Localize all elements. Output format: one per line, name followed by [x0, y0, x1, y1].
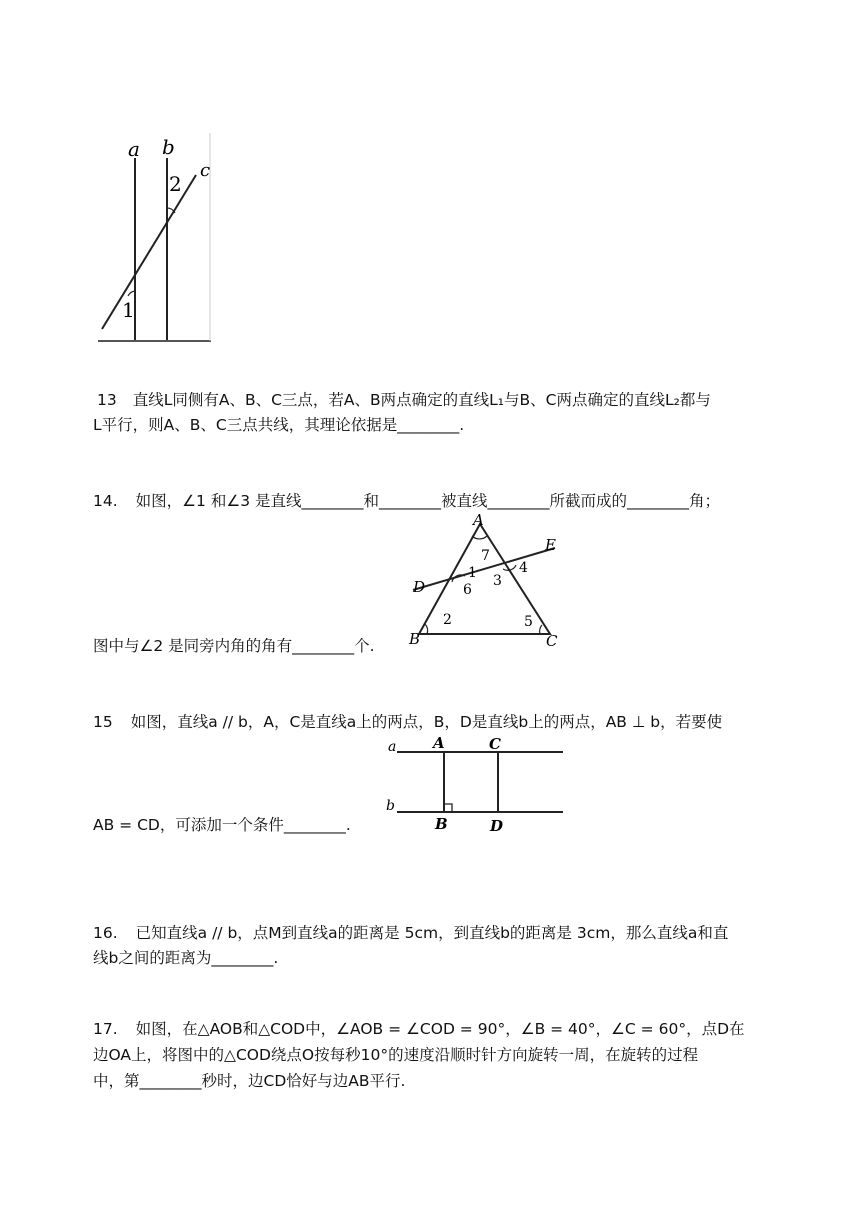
angle-2-label: 2 — [443, 612, 452, 628]
parallel-lines-ab-figure — [383, 733, 568, 833]
question-17-line1 — [93, 1016, 745, 1042]
question-17-line2: 边OA上，将图中的△COD绕点O按每秒10°的速度沿顺时针方向旋转一周，在旋转的过程 — [93, 1046, 699, 1064]
question-14-number: 14. — [93, 492, 118, 510]
angle-1-label: 1 — [122, 298, 135, 322]
angle-7-label: 7 — [481, 548, 490, 564]
question-16-text-1: 已知直线a // b，点M到直线a的距离是 5cm，到直线b的距离是 3cm，那么直线a和直 — [135, 924, 729, 942]
line-a-label: a — [128, 137, 140, 161]
point-B-label: B — [435, 815, 448, 833]
angle-1-label: 1 — [468, 565, 477, 581]
parallel-lines-figure — [98, 133, 218, 348]
question-15-text-1: 如图，直线a // b，A，C是直线a上的两点，B，D是直线b上的两点，AB ⊥ b，若要使 — [130, 713, 723, 731]
question-14-text-1: 如图，∠1 和∠3 是直线________和________被直线________所截而成的________角； — [135, 492, 721, 510]
question-16-line2: 线b之间的距离为________. — [93, 949, 279, 967]
angle-4-label: 4 — [519, 560, 528, 576]
point-C-label: C — [489, 735, 501, 753]
question-16-line1 — [93, 920, 728, 946]
point-D-label: D — [490, 817, 504, 833]
line-a-label: a — [388, 739, 397, 755]
angle-2-label: 2 — [169, 172, 182, 196]
question-14-line2: 图中与∠2 是同旁内角的角有________个. — [93, 637, 375, 655]
question-14-line1 — [93, 488, 720, 514]
point-D-label: D — [413, 578, 426, 596]
line-c-label: c — [200, 160, 211, 181]
vertex-A-label: A — [473, 512, 484, 529]
question-17-text-1: 如图，在△AOB和△COD中，∠AOB = ∠COD = 90°，∠B = 40°，∠C = 60°，点D在 — [135, 1020, 745, 1038]
point-E-label: E — [545, 536, 556, 554]
question-13-line2: L平行，则A、B、C三点共线，其理论依据是________. — [93, 416, 465, 434]
line-b-label: b — [386, 798, 395, 814]
question-15-line1 — [93, 709, 722, 735]
angle-3-label: 3 — [493, 573, 502, 589]
question-13-line1 — [93, 387, 711, 413]
triangle-figure — [405, 512, 570, 650]
question-17-number: 17. — [93, 1020, 118, 1038]
question-16-number: 16. — [93, 924, 118, 942]
angle-5-label: 5 — [524, 614, 533, 630]
question-17-line3: 中，第________秒时，边CD恰好与边AB平行. — [93, 1072, 406, 1090]
vertex-B-label: B — [409, 630, 421, 648]
line-b-label: b — [162, 135, 175, 159]
point-A-label: A — [433, 734, 445, 752]
question-15-line2: AB = CD，可添加一个条件________. — [93, 816, 351, 834]
question-13-number: 13 — [97, 391, 117, 409]
question-13-text-1: 直线L同侧有A、B、C三点，若A、B两点确定的直线L₁与B、C两点确定的直线L₂都与 — [132, 391, 711, 409]
question-15-number: 15 — [93, 713, 113, 731]
angle-6-label: 6 — [463, 582, 472, 598]
vertex-C-label: C — [546, 632, 558, 650]
